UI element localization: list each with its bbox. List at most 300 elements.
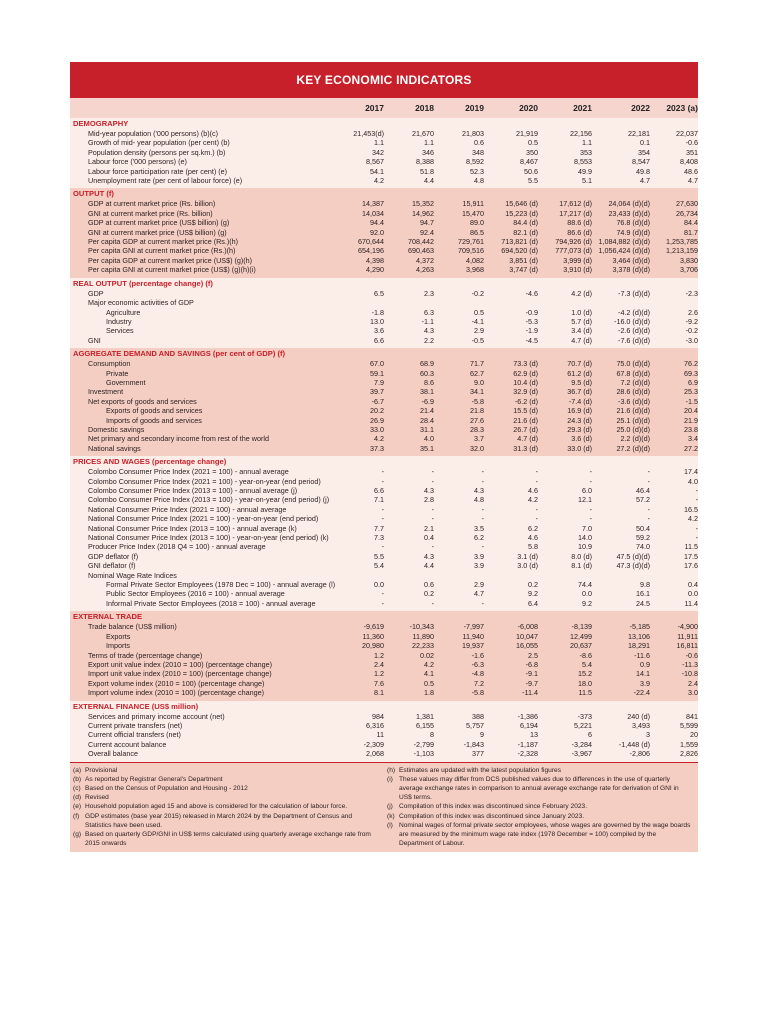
cell-value: 13 [484,730,538,739]
cell-value: 94.4 [338,218,384,227]
cell-value: -3,967 [538,749,592,758]
cell-value: -4.6 [484,289,538,298]
cell-value: 25.3 [650,387,698,396]
cell-value: 8 [384,730,434,739]
cell-value: 794,926 (d) [538,237,592,246]
cell-value: -6.7 [338,397,384,406]
cell-value: 3.1 (d) [484,552,538,561]
cell-value [538,571,592,580]
cell-value: 0.6 [434,138,484,147]
row-label: Domestic savings [70,425,338,434]
table-row [70,524,698,533]
cell-value: 54.1 [338,167,384,176]
cell-value: 20,980 [338,641,384,650]
cell-value: -7.4 (d) [538,397,592,406]
cell-value: 88.6 (d) [538,218,592,227]
section-header [70,701,698,712]
cell-value: -5.3 [484,317,538,326]
row-label: GDP deflator (f) [70,552,338,561]
cell-value: 1.1 [384,138,434,147]
row-label: Exports [70,632,338,641]
cell-value: 0.0 [538,589,592,598]
footnote-text: Compilation of this index was discontinued since January 2023. [399,812,585,820]
cell-value: -5.8 [434,397,484,406]
cell-value: 9.2 [538,599,592,608]
cell-value: 2.3 [384,289,434,298]
cell-value: 3.6 [338,326,384,335]
cell-value: - [338,589,384,598]
cell-value: -0.2 [650,326,698,335]
cell-value: 16.1 [592,589,650,598]
cell-value [384,298,434,307]
cell-value: - [538,477,592,486]
table-row [70,669,698,678]
cell-value: 74.9 (d)(d) [592,228,650,237]
cell-value [338,298,384,307]
row-label: Labour force participation rate (per cent) (e) [70,167,338,176]
cell-value: 27,630 [650,199,698,208]
cell-value: 0.5 [434,308,484,317]
cell-value: 388 [434,712,484,721]
table-row [70,721,698,730]
cell-value: 4.2 [384,660,434,669]
table-row [70,387,698,396]
cell-value: 8,408 [650,157,698,166]
cell-value: 8,547 [592,157,650,166]
cell-value: -3.0 [650,336,698,345]
cell-value: 3.9 [434,552,484,561]
cell-value: 27.6 [434,416,484,425]
cell-value: 10.4 (d) [484,378,538,387]
cell-value: -5.8 [434,688,484,697]
row-label: Colombo Consumer Price Index (2021 = 100) - annual average [70,467,338,476]
cell-value: -9,619 [338,622,384,631]
cell-value: 6.2 [434,533,484,542]
cell-value: 8.6 [384,378,434,387]
footnote-key: (f) [73,812,80,820]
row-label: GDP at current market price (US$ billion) (g) [70,218,338,227]
row-label: GNI deflator (f) [70,561,338,570]
cell-value: 21,453(d) [338,129,384,138]
cell-value: 5.5 [484,176,538,185]
row-label: Exports of goods and services [70,406,338,415]
cell-value: 3,830 [650,256,698,265]
row-label: Consumption [70,359,338,368]
cell-value: -7,997 [434,622,484,631]
cell-value [338,571,384,580]
section-title: DEMOGRAPHY [70,118,698,129]
key-economic-indicators-page [70,62,698,852]
table-row [70,246,698,255]
cell-value: - [538,467,592,476]
table-row [70,157,698,166]
cell-value: 3.9 [592,679,650,688]
cell-value: 21.6 (d)(d) [592,406,650,415]
table-row [70,199,698,208]
cell-value: 3,464 (d)(d) [592,256,650,265]
cell-value: 9.5 (d) [538,378,592,387]
cell-value: 3.7 [434,434,484,443]
cell-value: 0.4 [384,533,434,542]
row-label: Trade balance (US$ million) [70,622,338,631]
cell-value: 1.1 [338,138,384,147]
table-row [70,740,698,749]
footnotes-left [70,766,384,849]
cell-value: 71.7 [434,359,484,368]
cell-value: 32.0 [434,444,484,453]
cell-value: 24.5 [592,599,650,608]
cell-value: 68.9 [384,359,434,368]
row-label: Nominal Wage Rate Indices [70,571,338,580]
cell-value: 3,910 (d) [538,265,592,274]
cell-value: 694,520 (d) [484,246,538,255]
row-label: Import unit value index (2010 = 100) (percentage change) [70,669,338,678]
cell-value: 20,637 [538,641,592,650]
year-header: 2020 [484,98,538,118]
cell-value: 11,940 [434,632,484,641]
cell-value: 1,056,424 (d)(d) [592,246,650,255]
footnote-text: Revised [85,794,109,802]
footnotes [70,762,698,853]
cell-value: 2.9 [434,326,484,335]
table-row [70,651,698,660]
cell-value: 5,221 [538,721,592,730]
row-label: Export unit value index (2010 = 100) (percentage change) [70,660,338,669]
footnote [384,775,698,803]
section-title: EXTERNAL FINANCE (US$ million) [70,701,698,712]
footnote-text: GDP estimates (base year 2015) released in March 2024 by the Department of Census and Statistics have been used. [85,812,353,829]
cell-value: 84.4 (d) [484,218,538,227]
row-label: Import volume index (2010 = 100) (percentage change) [70,688,338,697]
cell-value: 15,352 [384,199,434,208]
cell-value: 67.0 [338,359,384,368]
footnote-key: (k) [387,812,395,820]
cell-value: 6.3 [384,308,434,317]
cell-value: - [484,477,538,486]
cell-value: 4.3 [384,486,434,495]
cell-value: 4.2 [338,434,384,443]
cell-value: - [650,486,698,495]
cell-value: -10.8 [650,669,698,678]
footnote [70,766,384,775]
cell-value: 20.2 [338,406,384,415]
cell-value: 4.0 [650,477,698,486]
table-row [70,129,698,138]
cell-value: 23,433 (d)(d) [592,209,650,218]
cell-value: 9.8 [592,580,650,589]
table-row [70,599,698,608]
table-row [70,561,698,570]
table-row [70,397,698,406]
cell-value: - [592,514,650,523]
cell-value: 74.4 [538,580,592,589]
cell-value: 6,316 [338,721,384,730]
cell-value: 1,084,882 (d)(d) [592,237,650,246]
cell-value: 1.2 [338,669,384,678]
cell-value: 3.5 [434,524,484,533]
cell-value: 1.0 (d) [538,308,592,317]
footnote [70,830,384,848]
cell-value: 2.2 (d)(d) [592,434,650,443]
cell-value: -1,187 [484,740,538,749]
cell-value: -1.9 [484,326,538,335]
cell-value: 35.1 [384,444,434,453]
cell-value: 6.2 [484,524,538,533]
cell-value: 7.1 [338,495,384,504]
cell-value: 12,499 [538,632,592,641]
cell-value: 690,463 [384,246,434,255]
cell-value: 29.3 (d) [538,425,592,434]
table-row [70,552,698,561]
cell-value: 52.3 [434,167,484,176]
row-label: Informal Private Sector Employees (2018 = 100) - annual average [70,599,338,608]
cell-value: 70.7 (d) [538,359,592,368]
table-row [70,444,698,453]
cell-value: 708,442 [384,237,434,246]
cell-value: 61.2 (d) [538,369,592,378]
table-row [70,416,698,425]
table-row [70,641,698,650]
cell-value: 34.1 [434,387,484,396]
cell-value: 49.9 [538,167,592,176]
table-row [70,326,698,335]
footnote [384,812,698,821]
row-label: Colombo Consumer Price Index (2013 = 100) - annual average (j) [70,486,338,495]
table-row [70,317,698,326]
cell-value: 713,821 (d) [484,237,538,246]
cell-value: 2,826 [650,749,698,758]
cell-value: - [434,514,484,523]
cell-value: 1.8 [384,688,434,697]
cell-value [384,571,434,580]
cell-value: 1.2 [338,651,384,660]
cell-value: 0.5 [484,138,538,147]
cell-value: - [434,599,484,608]
row-label: Terms of trade (percentage change) [70,651,338,660]
cell-value: 15,646 (d) [484,199,538,208]
section-title: EXTERNAL TRADE [70,611,698,622]
table-row [70,622,698,631]
table-row [70,298,698,307]
cell-value: 3 [592,730,650,739]
table-row [70,688,698,697]
cell-value: 3,493 [592,721,650,730]
cell-value: 3.0 (d) [484,561,538,570]
cell-value: 4.7 [650,176,698,185]
row-label: GNI [70,336,338,345]
row-label: Services [70,326,338,335]
cell-value: -8.6 [538,651,592,660]
footnote-text: Estimates are updated with the latest population figures [399,766,562,774]
cell-value: 21.9 [650,416,698,425]
row-label: Unemployment rate (per cent of labour force) (e) [70,176,338,185]
table-row [70,265,698,274]
cell-value: 7.0 [538,524,592,533]
cell-value: 15,223 (d) [484,209,538,218]
cell-value: 23.8 [650,425,698,434]
cell-value: 4.3 [384,326,434,335]
footnote-text: As reported by Registrar General's Department [85,775,223,783]
cell-value: 8,467 [484,157,538,166]
cell-value: -11.6 [592,651,650,660]
cell-value: -1.1 [384,317,434,326]
footnote-text: Nominal wages of formal private sector employees, whose wages are governed by the wage boards are measured by the minimum wage rate index (1978 December = 100) compiled by the Department of Labour. [399,821,691,848]
cell-value: 9 [434,730,484,739]
section-header [70,188,698,199]
cell-value: 14,387 [338,199,384,208]
cell-value: 351 [650,148,698,157]
cell-value: 86.5 [434,228,484,237]
row-label: Per capita GDP at current market price (US$) (g)(h) [70,256,338,265]
cell-value: 8,567 [338,157,384,166]
cell-value: 670,644 [338,237,384,246]
cell-value: 28.6 (d)(d) [592,387,650,396]
row-label: Government [70,378,338,387]
cell-value: 3,747 (d) [484,265,538,274]
cell-value: 24,064 (d)(d) [592,199,650,208]
cell-value: 19,937 [434,641,484,650]
table-row [70,514,698,523]
cell-value: -0.6 [650,138,698,147]
footnote-key: (i) [387,775,393,783]
cell-value: 6 [538,730,592,739]
cell-value: -2,328 [484,749,538,758]
cell-value: 0.0 [650,589,698,598]
cell-value: 4.7 (d) [484,434,538,443]
cell-value: 17.6 [650,561,698,570]
cell-value: 2.6 [650,308,698,317]
footnote-key: (j) [387,803,393,811]
section-header [70,611,698,622]
cell-value: 84.4 [650,218,698,227]
cell-value: - [338,514,384,523]
cell-value: - [592,477,650,486]
row-label: Labour force ('000 persons) (e) [70,157,338,166]
cell-value: 0.6 [384,580,434,589]
row-label: GNI at current market price (Rs. billion) [70,209,338,218]
cell-value: 50.6 [484,167,538,176]
footnote-key: (c) [73,784,81,792]
cell-value: 94.7 [384,218,434,227]
cell-value: 4,290 [338,265,384,274]
row-label: Population density (persons per sq.km.) (b) [70,148,338,157]
cell-value: 76.8 (d)(d) [592,218,650,227]
cell-value: - [434,542,484,551]
year-header: 2019 [434,98,484,118]
table-row [70,308,698,317]
section-header [70,118,698,129]
cell-value: 9.0 [434,378,484,387]
cell-value: -6.8 [484,660,538,669]
cell-value [434,298,484,307]
section-header [70,278,698,289]
cell-value: 3.6 (d) [538,434,592,443]
cell-value: 2.9 [434,580,484,589]
cell-value: 2,068 [338,749,384,758]
cell-value: 17,612 (d) [538,199,592,208]
table-row [70,209,698,218]
cell-value: -2.6 (d)(d) [592,326,650,335]
cell-value: 4.2 [484,495,538,504]
cell-value: 984 [338,712,384,721]
row-label: National savings [70,444,338,453]
cell-value: 4.3 [384,552,434,561]
cell-value: 348 [434,148,484,157]
cell-value: 73.3 (d) [484,359,538,368]
cell-value: 17.5 [650,552,698,561]
cell-value: - [650,524,698,533]
cell-value: 6.6 [338,336,384,345]
cell-value: 2.1 [384,524,434,533]
cell-value [592,571,650,580]
cell-value: 4.0 [384,434,434,443]
row-label: Net exports of goods and services [70,397,338,406]
table-row [70,730,698,739]
cell-value: 18.0 [538,679,592,688]
cell-value: 6,194 [484,721,538,730]
table-row [70,406,698,415]
cell-value: 1,213,159 [650,246,698,255]
cell-value: 5.5 [338,552,384,561]
section-title: PRICES AND WAGES (percentage change) [70,456,698,467]
year-header: 2017 [338,98,384,118]
row-label: Colombo Consumer Price Index (2013 = 100) - year-on-year (end period) (j) [70,495,338,504]
cell-value: - [384,477,434,486]
footnote [384,802,698,811]
row-label: Current official transfers (net) [70,730,338,739]
cell-value: -1,103 [384,749,434,758]
cell-value: 354 [592,148,650,157]
cell-value: - [338,467,384,476]
cell-value: 0.4 [650,580,698,589]
cell-value: 21.4 [384,406,434,415]
cell-value: 709,516 [434,246,484,255]
row-label: Investment [70,387,338,396]
cell-value: -1,448 (d) [592,740,650,749]
cell-value: -2,309 [338,740,384,749]
cell-value: 21.6 (d) [484,416,538,425]
cell-value: -2,799 [384,740,434,749]
footnote-key: (a) [73,766,82,774]
cell-value: -1,386 [484,712,538,721]
cell-value: 5.4 [538,660,592,669]
table-row [70,495,698,504]
cell-value: 11.5 [650,542,698,551]
row-label: Agriculture [70,308,338,317]
cell-value: - [384,514,434,523]
cell-value: -2,806 [592,749,650,758]
cell-value: 39.7 [338,387,384,396]
cell-value: - [338,599,384,608]
row-label: Current private transfers (net) [70,721,338,730]
cell-value: 2.2 [384,336,434,345]
cell-value: 89.0 [434,218,484,227]
cell-value: 25.0 (d)(d) [592,425,650,434]
cell-value: 48.6 [650,167,698,176]
footnote-text: These values may differ from DCS published values due to differences in the use of quarterly average exchange rates in comparison to annual average exchange rate for derivation of GNI in US$ terms. [399,775,679,802]
cell-value: 81.7 [650,228,698,237]
footnote-key: (g) [73,830,82,838]
footnote [70,784,384,793]
cell-value: 10.9 [538,542,592,551]
cell-value: 20.4 [650,406,698,415]
cell-value: 57.2 [592,495,650,504]
cell-value: 5.1 [538,176,592,185]
cell-value: 15.2 [538,669,592,678]
row-label: Producer Price Index (2018 Q4 = 100) - annual average [70,542,338,551]
cell-value: 841 [650,712,698,721]
cell-value: - [384,542,434,551]
